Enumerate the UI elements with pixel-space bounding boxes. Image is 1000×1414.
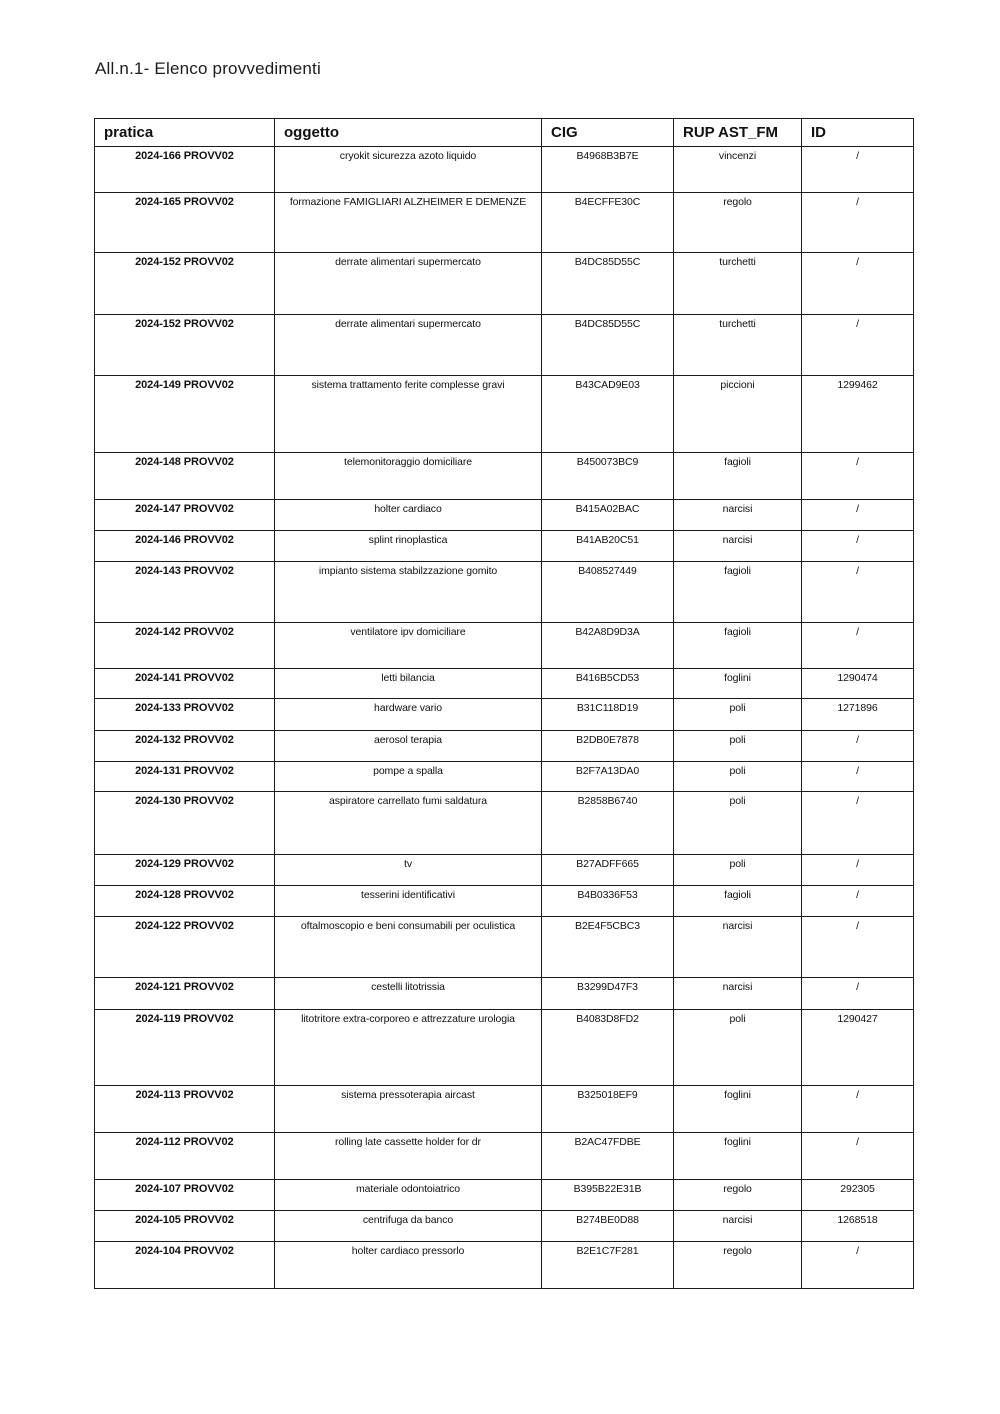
cell-rup: poli <box>674 855 802 886</box>
cell-rup: vincenzi <box>674 147 802 193</box>
cell-rup: turchetti <box>674 315 802 376</box>
cell-id: 1268518 <box>802 1211 914 1242</box>
table-row <box>95 886 914 917</box>
cell-pratica: 2024-132 PROVV02 <box>95 731 275 762</box>
cell-rup: poli <box>674 762 802 792</box>
cell-rup: poli <box>674 792 802 855</box>
cell-pratica: 2024-104 PROVV02 <box>95 1242 275 1289</box>
cell-cig: B4DC85D55C <box>542 253 674 315</box>
cell-oggetto: litotritore extra-corporeo e attrezzature urologia <box>275 1010 542 1086</box>
cell-id: 1290474 <box>802 669 914 699</box>
cell-oggetto: aspiratore carrellato fumi saldatura <box>275 792 542 855</box>
cell-oggetto: aerosol terapia <box>275 731 542 762</box>
cell-cig: B2E1C7F281 <box>542 1242 674 1289</box>
cell-oggetto: materiale odontoiatrico <box>275 1180 542 1211</box>
page-title: All.n.1- Elenco provvedimenti <box>95 59 321 78</box>
cell-id: 1271896 <box>802 699 914 731</box>
table-row <box>95 623 914 669</box>
cell-rup: narcisi <box>674 531 802 562</box>
cell-rup: narcisi <box>674 917 802 978</box>
cell-rup: poli <box>674 731 802 762</box>
cell-pratica: 2024-119 PROVV02 <box>95 1010 275 1086</box>
table-row <box>95 669 914 699</box>
cell-oggetto: letti bilancia <box>275 669 542 699</box>
table-body <box>95 147 914 1289</box>
cell-pratica: 2024-148 PROVV02 <box>95 453 275 500</box>
cell-pratica: 2024-131 PROVV02 <box>95 762 275 792</box>
cell-rup: foglini <box>674 1133 802 1180</box>
cell-rup: piccioni <box>674 376 802 453</box>
column-header-id: ID <box>802 119 914 147</box>
cell-cig: B41AB20C51 <box>542 531 674 562</box>
table-row <box>95 792 914 855</box>
cell-cig: B2AC47FDBE <box>542 1133 674 1180</box>
cell-cig: B2F7A13DA0 <box>542 762 674 792</box>
cell-cig: B4083D8FD2 <box>542 1010 674 1086</box>
cell-pratica: 2024-149 PROVV02 <box>95 376 275 453</box>
cell-cig: B2E4F5CBC3 <box>542 917 674 978</box>
cell-oggetto: derrate alimentari supermercato <box>275 253 542 315</box>
table-row <box>95 917 914 978</box>
cell-pratica: 2024-129 PROVV02 <box>95 855 275 886</box>
table-row <box>95 1133 914 1180</box>
cell-rup: narcisi <box>674 1211 802 1242</box>
cell-id: / <box>802 762 914 792</box>
cell-pratica: 2024-143 PROVV02 <box>95 562 275 623</box>
cell-id: / <box>802 731 914 762</box>
cell-cig: B450073BC9 <box>542 453 674 500</box>
table-row <box>95 376 914 453</box>
cell-rup: fagioli <box>674 886 802 917</box>
cell-rup: regolo <box>674 1242 802 1289</box>
cell-pratica: 2024-128 PROVV02 <box>95 886 275 917</box>
cell-id: 1299462 <box>802 376 914 453</box>
table-row <box>95 315 914 376</box>
cell-pratica: 2024-133 PROVV02 <box>95 699 275 731</box>
cell-rup: fagioli <box>674 453 802 500</box>
cell-rup: regolo <box>674 1180 802 1211</box>
cell-id: / <box>802 1133 914 1180</box>
cell-pratica: 2024-113 PROVV02 <box>95 1086 275 1133</box>
cell-id: 292305 <box>802 1180 914 1211</box>
cell-oggetto: formazione FAMIGLIARI ALZHEIMER E DEMENZE <box>275 193 542 253</box>
header-row <box>95 119 914 147</box>
cell-pratica: 2024-147 PROVV02 <box>95 500 275 531</box>
cell-pratica: 2024-152 PROVV02 <box>95 253 275 315</box>
cell-id: / <box>802 562 914 623</box>
cell-oggetto: rolling late cassette holder for dr <box>275 1133 542 1180</box>
cell-cig: B274BE0D88 <box>542 1211 674 1242</box>
cell-id: / <box>802 792 914 855</box>
cell-cig: B42A8D9D3A <box>542 623 674 669</box>
cell-id: / <box>802 253 914 315</box>
table-row <box>95 731 914 762</box>
cell-rup: fagioli <box>674 562 802 623</box>
cell-pratica: 2024-121 PROVV02 <box>95 978 275 1010</box>
table-row <box>95 1211 914 1242</box>
cell-pratica: 2024-105 PROVV02 <box>95 1211 275 1242</box>
cell-id: / <box>802 147 914 193</box>
cell-pratica: 2024-142 PROVV02 <box>95 623 275 669</box>
cell-id: / <box>802 917 914 978</box>
cell-pratica: 2024-141 PROVV02 <box>95 669 275 699</box>
cell-id: / <box>802 1086 914 1133</box>
cell-oggetto: holter cardiaco <box>275 500 542 531</box>
cell-pratica: 2024-112 PROVV02 <box>95 1133 275 1180</box>
cell-oggetto: oftalmoscopio e beni consumabili per oculistica <box>275 917 542 978</box>
cell-oggetto: pompe a spalla <box>275 762 542 792</box>
cell-pratica: 2024-107 PROVV02 <box>95 1180 275 1211</box>
cell-pratica: 2024-152 PROVV02 <box>95 315 275 376</box>
cell-pratica: 2024-122 PROVV02 <box>95 917 275 978</box>
cell-id: / <box>802 978 914 1010</box>
table-row <box>95 1242 914 1289</box>
cell-oggetto: cestelli litotrissia <box>275 978 542 1010</box>
table-row <box>95 253 914 315</box>
cell-cig: B4DC85D55C <box>542 315 674 376</box>
cell-cig: B416B5CD53 <box>542 669 674 699</box>
cell-id: / <box>802 453 914 500</box>
cell-rup: foglini <box>674 1086 802 1133</box>
cell-id: / <box>802 886 914 917</box>
table-row <box>95 147 914 193</box>
table-row <box>95 855 914 886</box>
cell-rup: regolo <box>674 193 802 253</box>
cell-cig: B31C118D19 <box>542 699 674 731</box>
cell-cig: B408527449 <box>542 562 674 623</box>
cell-pratica: 2024-166 PROVV02 <box>95 147 275 193</box>
table-row <box>95 500 914 531</box>
table-row <box>95 1180 914 1211</box>
cell-pratica: 2024-146 PROVV02 <box>95 531 275 562</box>
cell-oggetto: hardware vario <box>275 699 542 731</box>
cell-cig: B2858B6740 <box>542 792 674 855</box>
cell-id: / <box>802 531 914 562</box>
table-row <box>95 978 914 1010</box>
cell-rup: foglini <box>674 669 802 699</box>
table-row <box>95 762 914 792</box>
cell-cig: B325018EF9 <box>542 1086 674 1133</box>
cell-oggetto: cryokit sicurezza azoto liquido <box>275 147 542 193</box>
cell-cig: B2DB0E7878 <box>542 731 674 762</box>
cell-id: 1290427 <box>802 1010 914 1086</box>
cell-oggetto: centrifuga da banco <box>275 1211 542 1242</box>
cell-cig: B4B0336F53 <box>542 886 674 917</box>
cell-rup: turchetti <box>674 253 802 315</box>
cell-cig: B27ADFF665 <box>542 855 674 886</box>
cell-rup: poli <box>674 699 802 731</box>
table-row <box>95 1086 914 1133</box>
table-row <box>95 562 914 623</box>
cell-cig: B415A02BAC <box>542 500 674 531</box>
cell-id: / <box>802 855 914 886</box>
cell-oggetto: splint rinoplastica <box>275 531 542 562</box>
cell-pratica: 2024-130 PROVV02 <box>95 792 275 855</box>
cell-oggetto: sistema trattamento ferite complesse gravi <box>275 376 542 453</box>
table-row <box>95 531 914 562</box>
cell-id: / <box>802 500 914 531</box>
table-header <box>95 119 914 147</box>
cell-oggetto: holter cardiaco pressorlo <box>275 1242 542 1289</box>
cell-oggetto: tesserini identificativi <box>275 886 542 917</box>
cell-cig: B4968B3B7E <box>542 147 674 193</box>
column-header-oggetto: oggetto <box>275 119 542 147</box>
cell-oggetto: ventilatore ipv domiciliare <box>275 623 542 669</box>
table-row <box>95 699 914 731</box>
column-header-cig: CIG <box>542 119 674 147</box>
cell-rup: narcisi <box>674 978 802 1010</box>
cell-oggetto: sistema pressoterapia aircast <box>275 1086 542 1133</box>
cell-cig: B3299D47F3 <box>542 978 674 1010</box>
cell-cig: B43CAD9E03 <box>542 376 674 453</box>
cell-cig: B4ECFFE30C <box>542 193 674 253</box>
cell-rup: fagioli <box>674 623 802 669</box>
cell-oggetto: impianto sistema stabilzzazione gomito <box>275 562 542 623</box>
cell-rup: poli <box>674 1010 802 1086</box>
provvedimenti-table <box>94 118 914 1289</box>
cell-pratica: 2024-165 PROVV02 <box>95 193 275 253</box>
column-header-pratica: pratica <box>95 119 275 147</box>
cell-oggetto: tv <box>275 855 542 886</box>
cell-id: / <box>802 315 914 376</box>
cell-id: / <box>802 623 914 669</box>
table-row <box>95 193 914 253</box>
column-header-rup: RUP AST_FM <box>674 119 802 147</box>
table-row <box>95 1010 914 1086</box>
cell-id: / <box>802 193 914 253</box>
cell-id: / <box>802 1242 914 1289</box>
cell-oggetto: derrate alimentari supermercato <box>275 315 542 376</box>
cell-cig: B395B22E31B <box>542 1180 674 1211</box>
cell-oggetto: telemonitoraggio domiciliare <box>275 453 542 500</box>
table-row <box>95 453 914 500</box>
cell-rup: narcisi <box>674 500 802 531</box>
